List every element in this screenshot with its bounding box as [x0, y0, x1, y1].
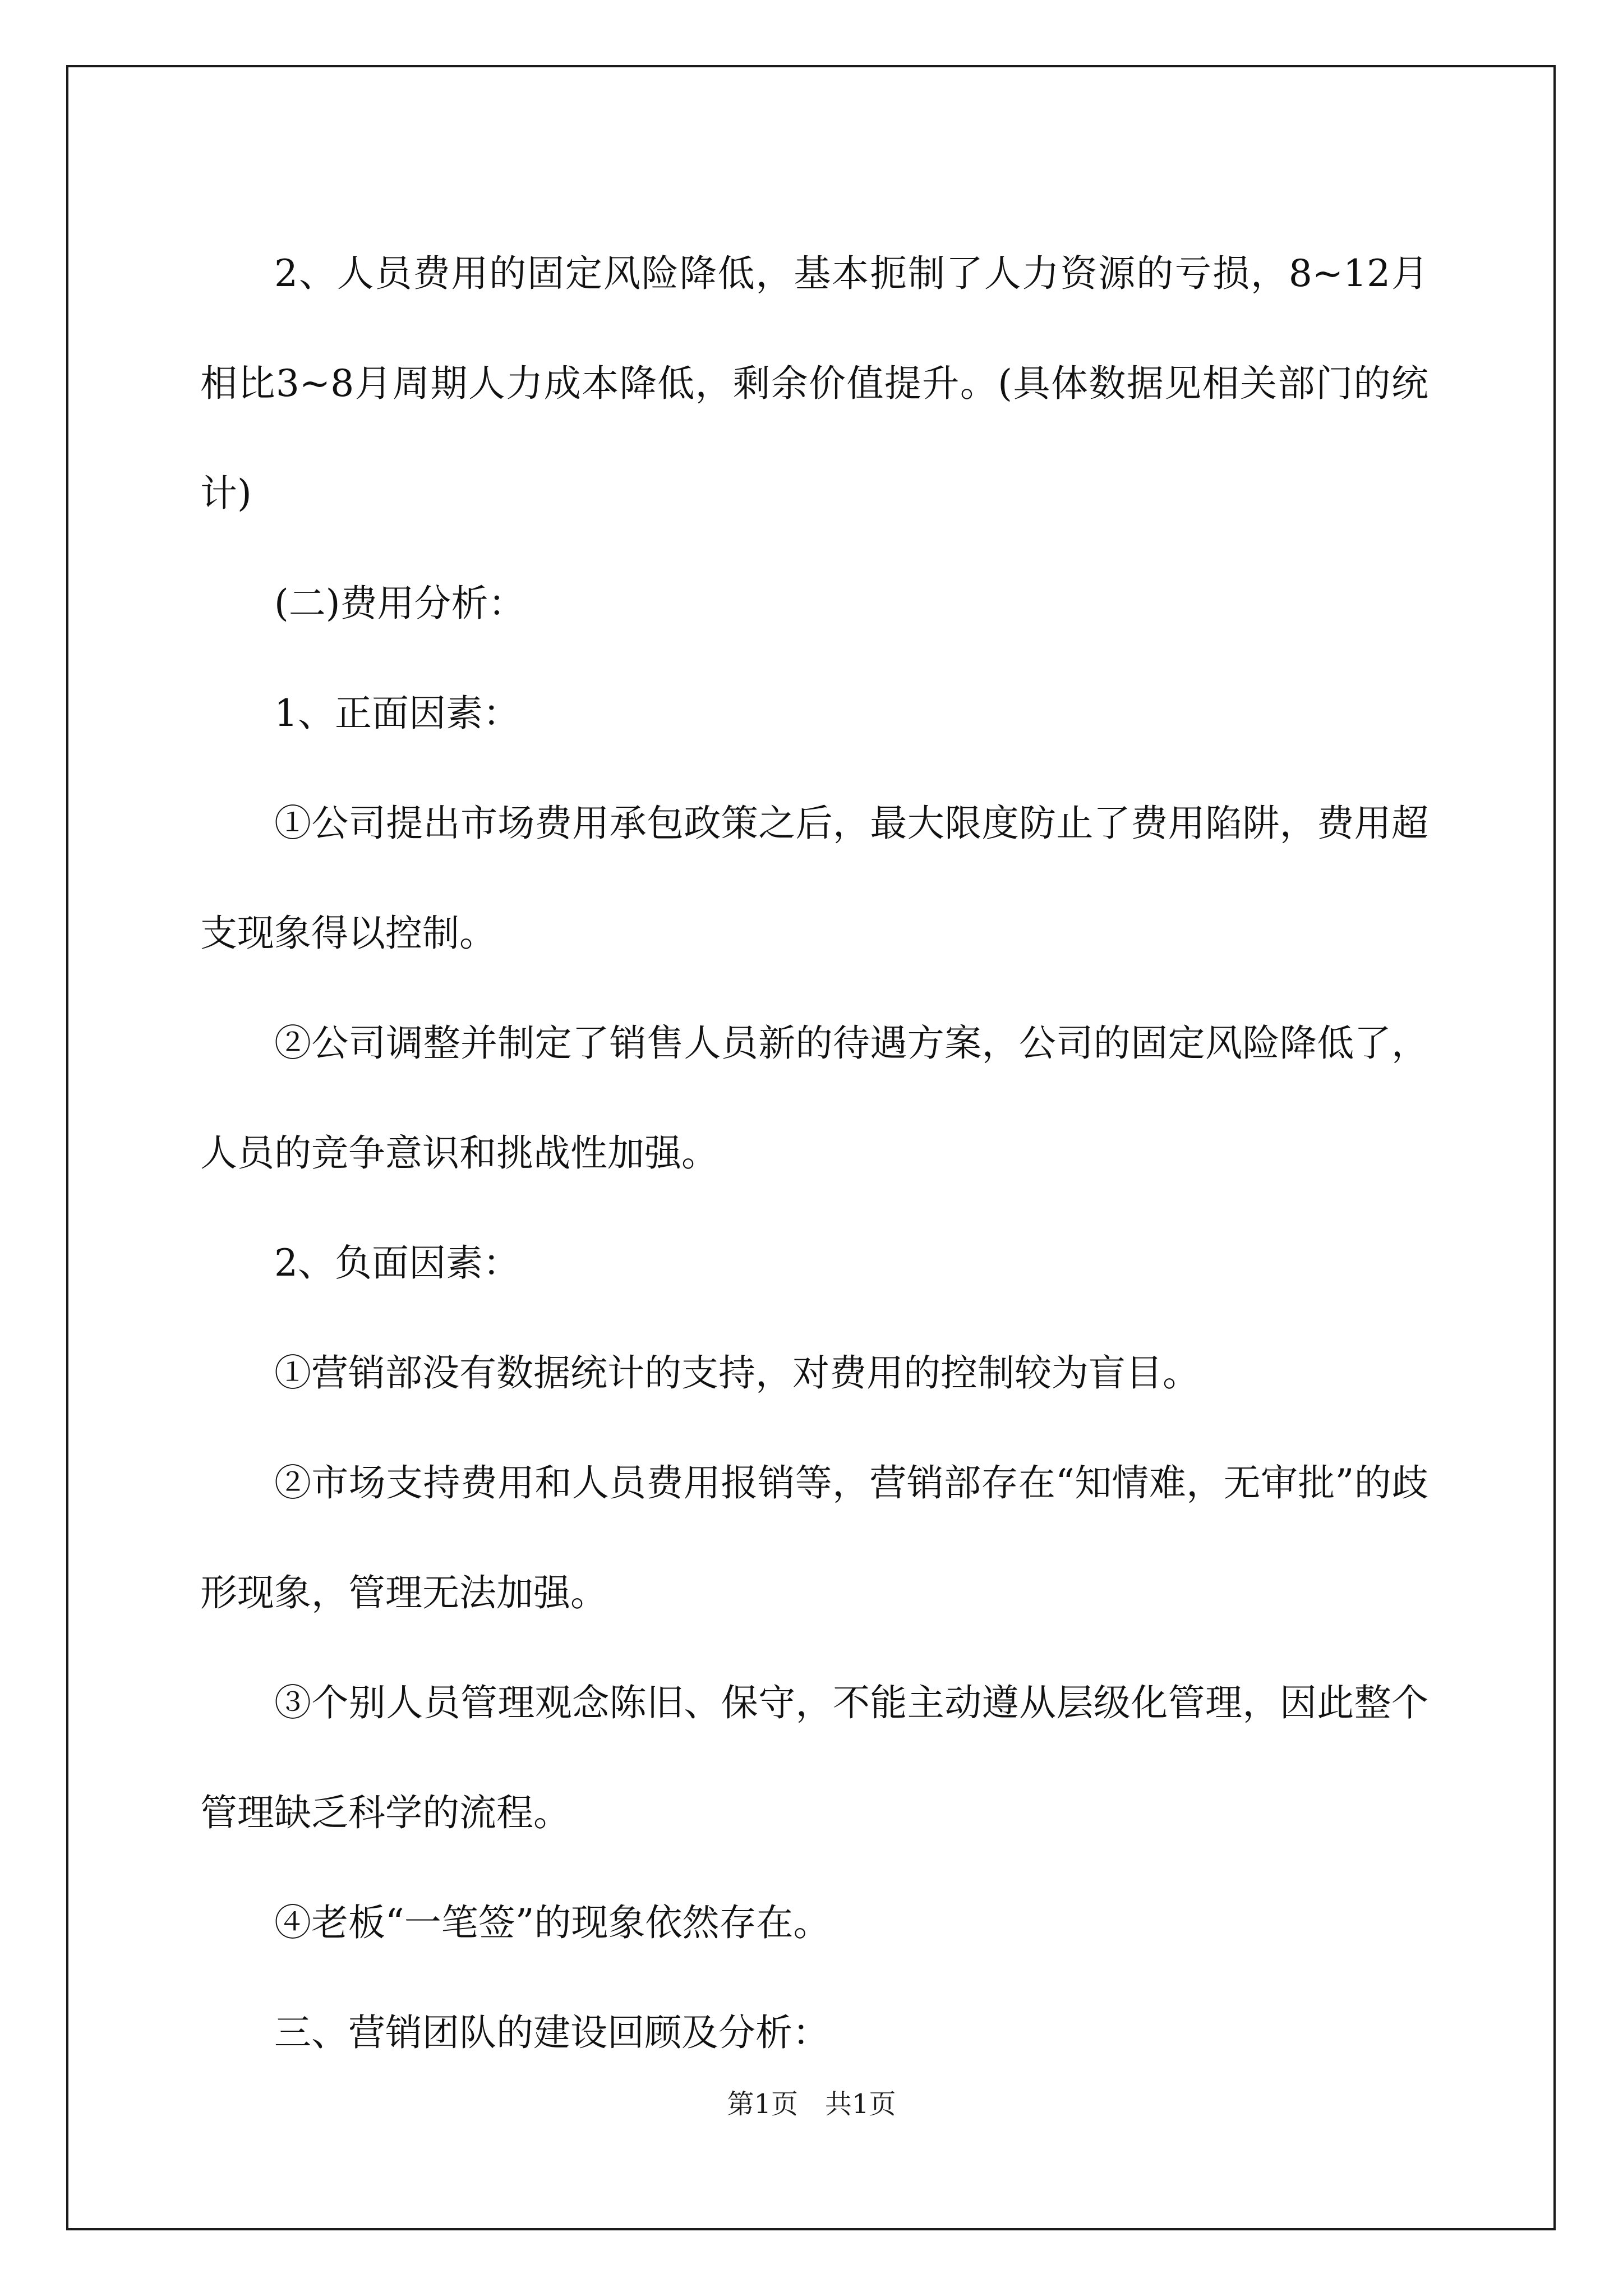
paragraph-negative-2: ②市场支持费用和人员费用报销等，营销部存在“知情难，无审批”的歧形现象，管理无法加强。	[200, 1461, 1428, 1614]
page-footer	[0, 2082, 1623, 2121]
heading-team-review: 三、营销团队的建设回顾及分析：	[274, 2011, 829, 2054]
paragraph-personnel-cost: 2、人员费用的固定风险降低，基本扼制了人力资源的亏损，8~12月相比3~8月周期人力成本降低，剩余价值提升。(具体数据见相关部门的统计)	[200, 252, 1428, 515]
heading-positive-factors: 1、正面因素：	[274, 692, 520, 735]
paragraph-negative-3: ③个别人员管理观念陈旧、保守，不能主动遵从层级化管理，因此整个管理缺乏科学的流程。	[200, 1681, 1428, 1834]
paragraph-positive-2: ②公司调整并制定了销售人员新的待遇方案，公司的固定风险降低了，人员的竞争意识和挑战性加强。	[200, 1022, 1428, 1175]
page-total: 共1页	[825, 2088, 896, 2120]
page-number: 第1页	[727, 2088, 798, 2120]
paragraph-negative-1: ①营销部没有数据统计的支持，对费用的控制较为盲目。	[274, 1351, 1200, 1395]
paragraph-positive-1: ①公司提出市场费用承包政策之后，最大限度防止了费用陷阱，费用超支现象得以控制。	[200, 802, 1428, 955]
paragraph-negative-4: ④老板“一笔签”的现象依然存在。	[274, 1901, 831, 1944]
heading-cost-analysis: (二)费用分析：	[274, 582, 525, 625]
document-body	[200, 219, 1428, 2088]
heading-negative-factors: 2、负面因素：	[274, 1241, 520, 1285]
